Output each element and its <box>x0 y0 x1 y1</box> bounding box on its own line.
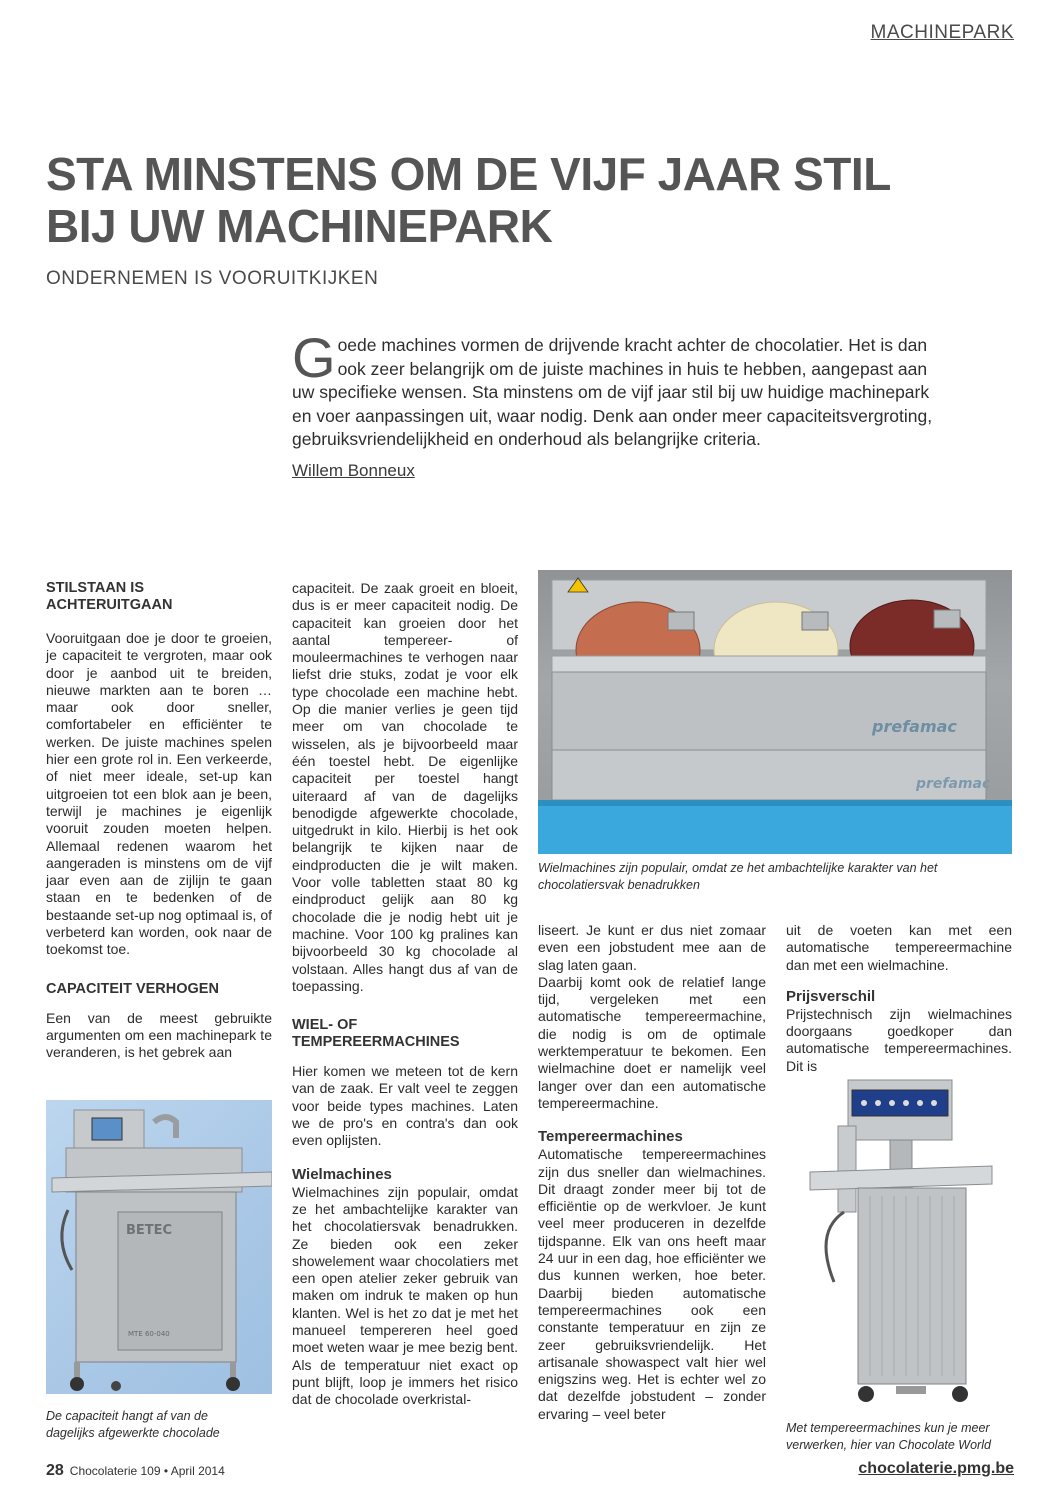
paragraph: capaciteit. De zaak groeit en bloeit, dus is er meer capaciteit nodig. De capaciteit kan groeien door het aantal tempereer- of mouleermachines te verhogen naar liefst drie stuks, zodat je voor elk type chocolade een machine hebt. Op die manier verlies je geen tijd meer om van chocolade te wisselen, als je bijvoorbeeld maar één toestel hebt. De eigenlijke capaciteit per toestel hangt uiteraard af van de dagelijks benodigde afgewerkte chocolade, uitgedrukt in kilo. Hierbij is het ook belangrijk te kijken naar de eindproducten die je wilt maken. Voor volle tabletten staat 80 kg eindproduct gelijk aan 80 kg chocolade die je nodig hebt uit je machine. Voor 100 kg pralines kan bijvoorbeeld 30 kg chocolade al volstaan. Alles hangt dus af van de toepassing. <box>292 580 518 994</box>
title-line-2: BIJ UW MACHINEPARK <box>46 200 553 252</box>
tempering-machine-illustration <box>786 1076 1012 1414</box>
heading-line: WIEL- OF <box>292 1017 358 1034</box>
photo-betec-machine <box>46 1100 272 1394</box>
betec-machine-illustration <box>46 1100 272 1394</box>
caption-line: Met tempereermachines kun je meer <box>786 1421 990 1435</box>
section-tag: MACHINEPARK <box>870 22 1014 43</box>
column-3 <box>538 922 766 1423</box>
paragraph: liseert. Je kunt er dus niet zomaar even een jobstudent mee aan de slag laten gaan. <box>538 922 766 973</box>
column-2 <box>292 580 518 1408</box>
heading-prijsverschil: Prijsverschil <box>786 987 876 1005</box>
caption-prefamac <box>538 860 1012 894</box>
photo-prefamac-wheel-machine <box>538 570 1012 854</box>
heading-capaciteit: CAPACITEIT VERHOGEN <box>46 980 219 997</box>
caption-line: verwerken, hier van Chocolate World <box>786 1438 991 1452</box>
article-title <box>46 148 1006 252</box>
caption-line: De capaciteit hangt af van de <box>46 1409 208 1423</box>
paragraph: Een van de meest gebruikte argumenten om een machinepark te veranderen, is het gebrek aan <box>46 1009 272 1061</box>
column-4 <box>786 922 1012 1075</box>
heading-line: ACHTERUITGAAN <box>46 597 173 613</box>
prefamac-logo-lower: prefamac <box>916 776 991 792</box>
paragraph: Wielmachines zijn populair, omdat ze het ambachtelijke karakter van het chocolatiersvak benadrukken. Ze bieden ook een zeker showelement waar chocolatiers met een open atelier zeker gebruik van maken om indruk te maken op hun klanten. Wel is het zo dat je met het manueel tempereren heel goed moet weten waar je mee bezig bent. Als de temperatuur niet exact op punt blijft, loop je immers het risico dat de chocolade overkristal- <box>292 1183 518 1408</box>
caption-line: chocolatiersvak benadrukken <box>538 878 700 892</box>
intro-text: oede machines vormen de drijvende kracht achter de chocolatier. Het is dan ook zeer belangrijk om de juiste machines in huis te hebben, aangepast aan uw specifieke wensen. Sta minstens om de vijf jaar stil bij uw huidige machinepark en voer aanpassingen uit, waar nodig. Denk aan onder meer capaciteitsvergroting, gebruiksvriendelijkheid en onderhoud als belangrijke criteria. <box>292 335 933 449</box>
photo-chocolate-world-machine <box>786 1076 1012 1414</box>
paragraph: uit de voeten kan met een automatische tempereermachine dan met een wielmachine. <box>786 922 1012 973</box>
caption-line: dagelijks afgewerkte chocolade <box>46 1426 220 1440</box>
heading-wielmachines: Wielmachines <box>292 1165 392 1183</box>
caption-chocolate-world <box>786 1420 1016 1454</box>
heading-line: STILSTAAN IS <box>46 580 145 596</box>
issue-info: Chocolaterie 109 • April 2014 <box>69 1464 225 1478</box>
paragraph: Daarbij komt ook de relatief lange tijd, vergeleken met een automatische tempereermachine, die nodig is om de optimale werktemperatuur te bekomen. Een wielmachine doet er namelijk veel langer over dan een automatische tempereermachine. <box>538 973 766 1111</box>
prefamac-logo: prefamac <box>872 717 957 736</box>
heading-wiel-of-tempereer <box>292 1017 518 1051</box>
caption-betec <box>46 1408 272 1442</box>
betec-logo: BETEC <box>126 1223 173 1238</box>
author-link[interactable]: Willem Bonneux <box>292 461 415 480</box>
heading-stilstaan <box>46 580 272 614</box>
footer-issue <box>46 1462 225 1480</box>
model-label: MTE 60-040 <box>128 1330 170 1338</box>
column-1 <box>46 580 272 1062</box>
heading-tempereermachines: Tempereermachines <box>538 1128 683 1146</box>
drop-cap: G <box>292 326 336 389</box>
article-subtitle: ONDERNEMEN IS VOORUITKIJKEN <box>46 268 379 289</box>
caption-line: Wielmachines zijn populair, omdat ze het ambachtelijke karakter van het <box>538 861 938 875</box>
paragraph: Hier komen we meteen tot de kern van de zaak. Er valt veel te zeggen voor beide types machines. Laten we de pro's en contra's dan ook even oplijsten. <box>292 1063 518 1149</box>
paragraph: Automatische tempereermachines zijn dus sneller dan wielmachines. Dit draagt zonder meer bij tot de efficiëntie op de werkvloer. Je kunt veel meer produceren in dezelfde tijdspanne. Elk van ons heeft maar 24 uur in een dag, hoe efficiënter we dus kunnen werken, hoe beter. Daarbij bieden automatische tempereermachines ook een constante temperatuur en zijn ze zeer gebruiksvriendelijk. Het artisanale showaspect valt hier wel enigszins weg. Het is echter wel zo dat dezelfde jobstudent – zonder ervaring – veel beter <box>538 1146 766 1422</box>
intro-paragraph <box>292 326 940 452</box>
paragraph: Vooruitgaan doe je door te groeien, je capaciteit te vergroten, maar ook door je aanbod uit te breiden, nieuwe markten aan te boren … maar ook door sneller, comfortabeler en efficiënter te werken. De juiste machines spelen hier een grote rol in. Een verkeerde, of niet meer ideale, set-up kan uitgroeien tot een blok aan je been, terwijl je machines je eigenlijk vooruit zouden moeten helpen. Allemaal redenen waarom het aangeraden is minstens om de vijf jaar even aan de zijlijn te gaan staan en te bedenken of de bestaande set-up nog optimaal is, of verbeterd kan worden, ook naar de toekomst toe. <box>46 630 272 958</box>
page-number: 28 <box>46 1462 64 1479</box>
prefamac-machine-illustration <box>538 570 1012 854</box>
footer-website-link[interactable]: chocolaterie.pmg.be <box>858 1460 1014 1477</box>
title-line-1: STA MINSTENS OM DE VIJF JAAR STIL <box>46 148 891 200</box>
heading-line: TEMPEREERMACHINES <box>292 1034 460 1051</box>
paragraph: Prijstechnisch zijn wielmachines doorgaans goedkoper dan automatische tempereermachines. Dit is <box>786 1005 1012 1074</box>
